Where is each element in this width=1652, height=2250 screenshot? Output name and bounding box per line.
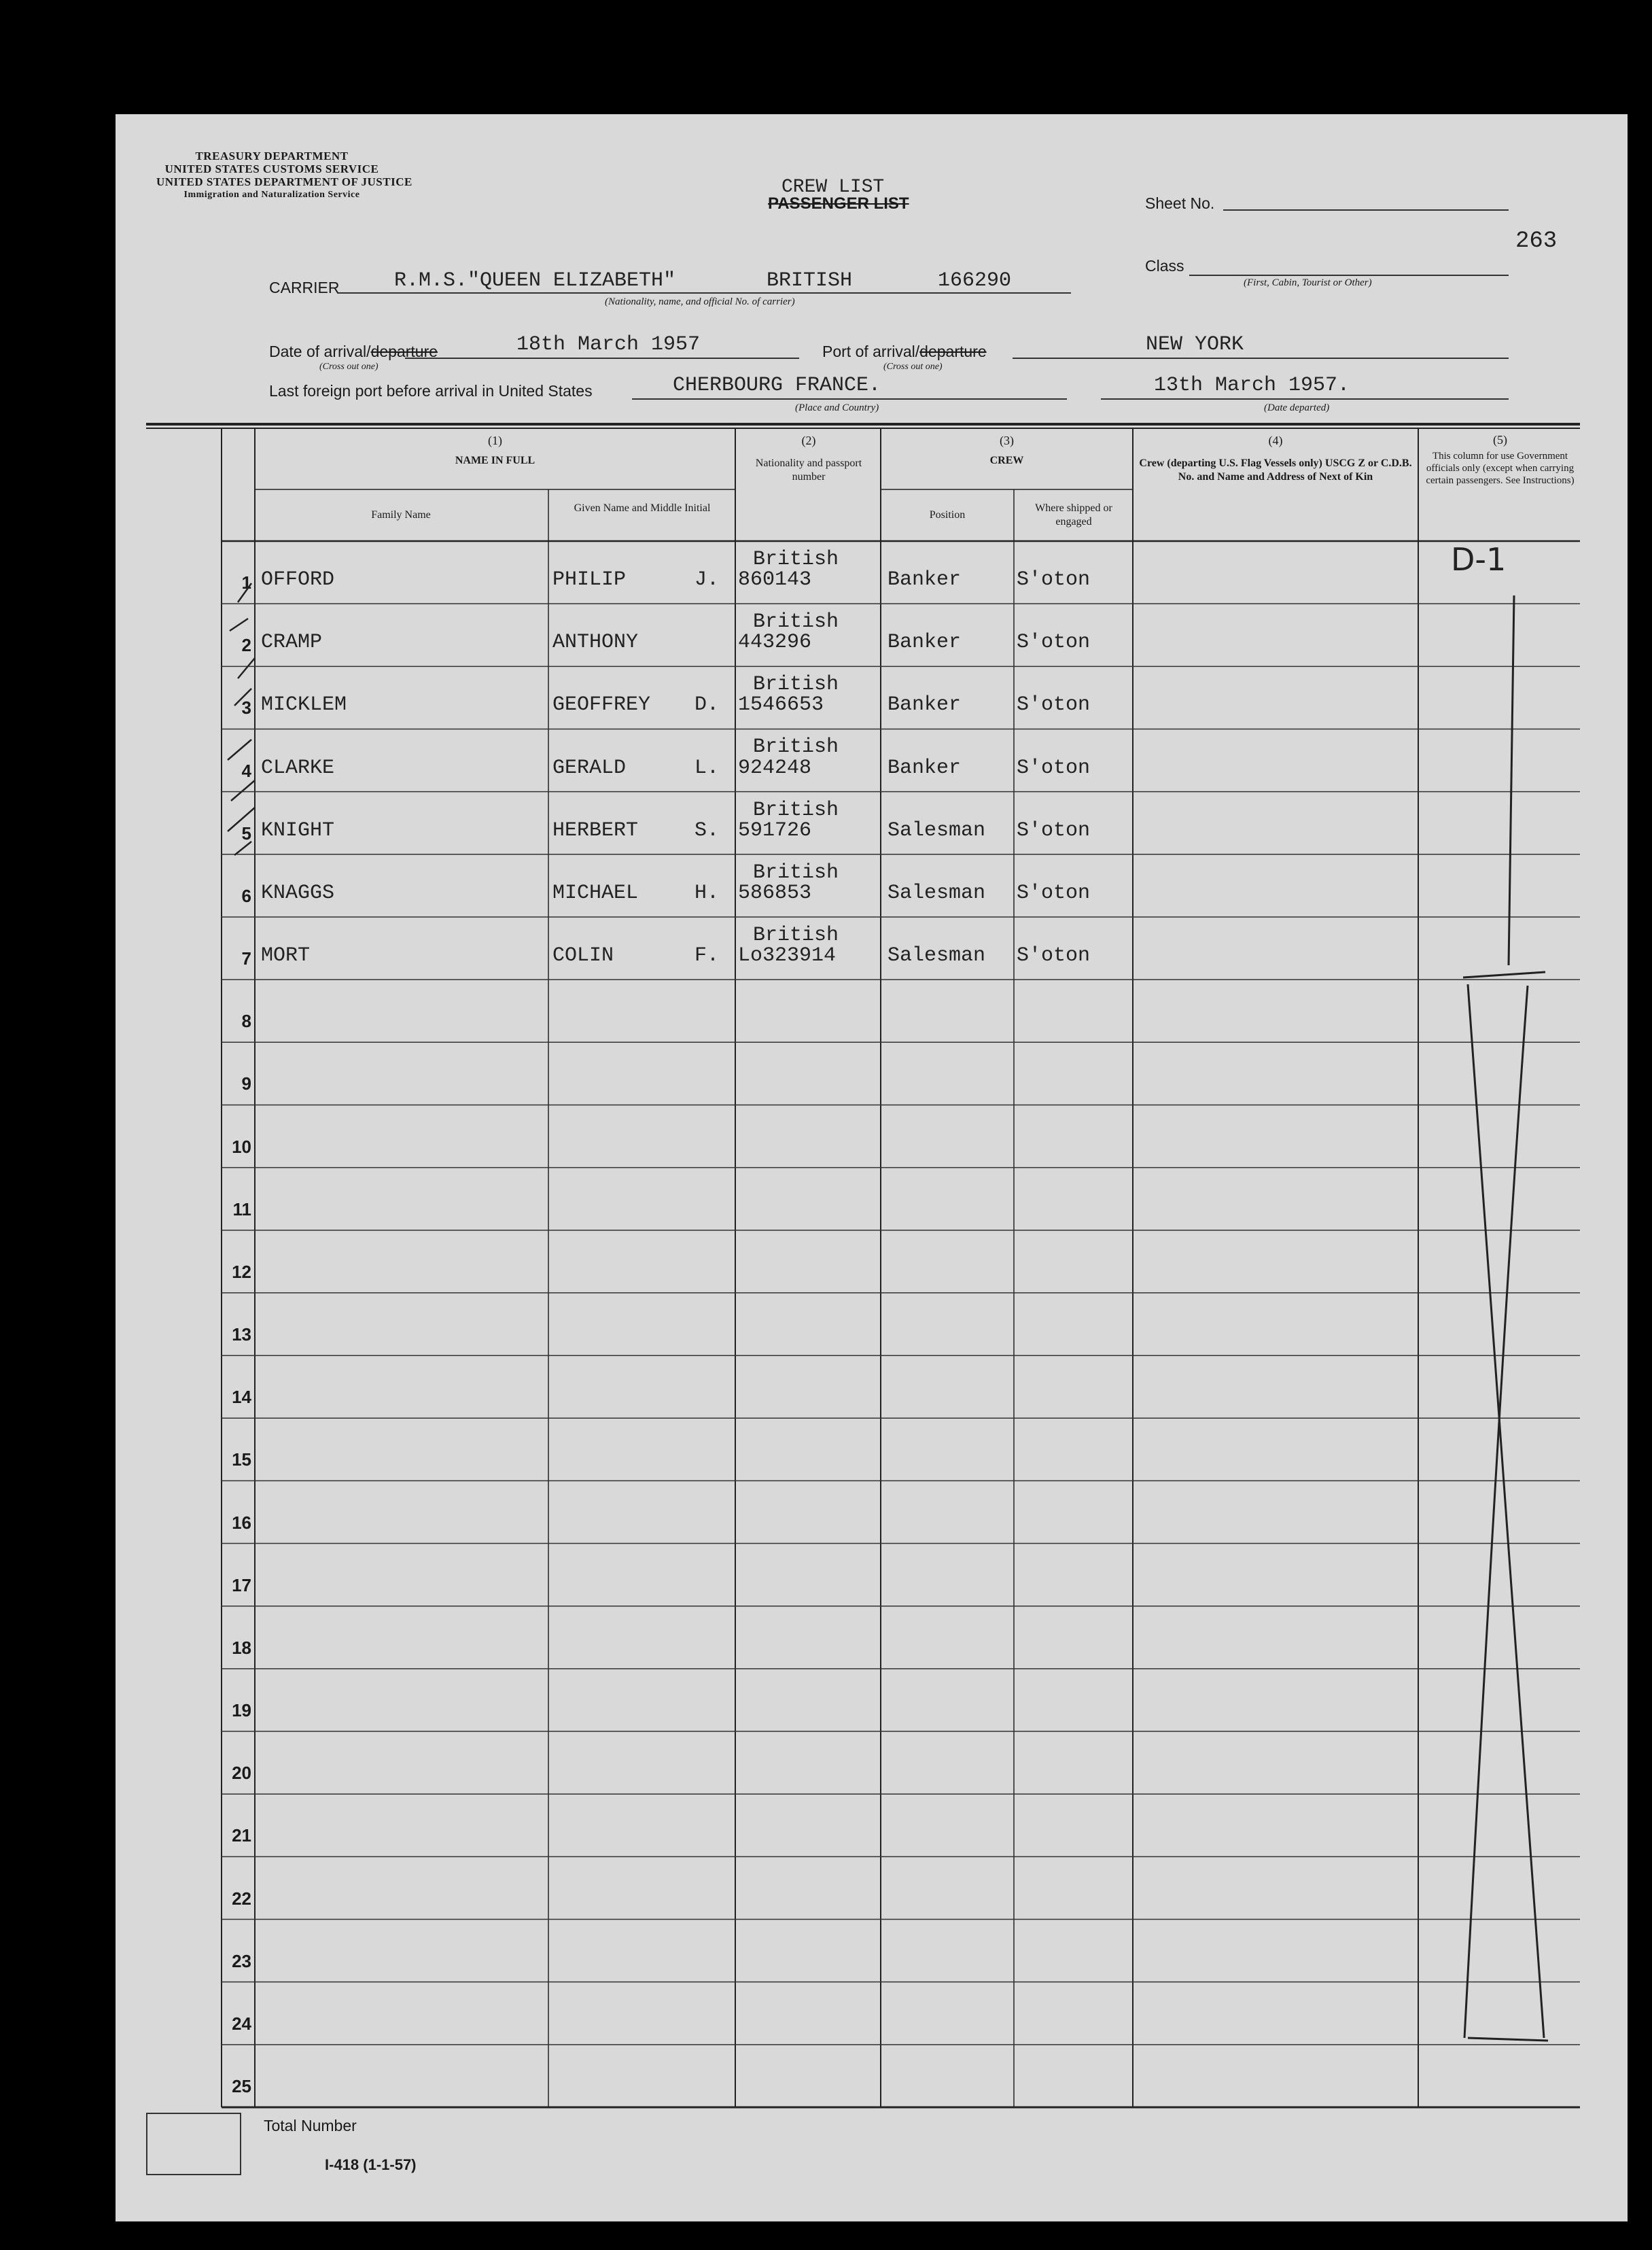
middle-initial-cell: H. [695,881,720,905]
middle-initial-cell: S. [695,818,720,842]
passport-cell: 1546653 [738,693,824,717]
row-number: 11 [232,1198,251,1219]
row-number: 24 [232,2013,251,2034]
row-number: 19 [232,1700,251,1721]
list-title: CREW LIST [781,177,885,198]
last-port-value: CHERBOURG FRANCE. [673,374,881,397]
given-name-cell: HERBERT [552,818,639,842]
family-name-cell: MICKLEM [261,693,347,717]
row-number: 17 [232,1574,251,1595]
col1-head: (1) NAME IN FULL [455,434,535,466]
date-departed-caption: (Date departed) [1264,402,1330,413]
shipped-cell: S'oton [1017,881,1091,905]
page-number: 263 [1515,228,1558,254]
handwritten-mark: D-1 [1451,541,1507,578]
row-number: 3 [241,697,251,719]
family-name-head: Family Name [371,509,431,521]
crew-head: (3) CREW [989,434,1024,466]
shipped-cell: S'oton [1017,568,1091,592]
middle-initial-cell: D. [695,693,720,717]
carrier-label: CARRIER [269,279,340,296]
total-number-label: Total Number [264,2117,357,2134]
dept-line-4: Immigration and Naturalization Service [183,190,360,200]
port-arrival-value: NEW YORK [1146,333,1244,356]
carrier-number: 166290 [938,269,1012,292]
row-number: 9 [241,1073,251,1094]
row-number: 1 [241,572,251,593]
passport-cell: 443296 [738,631,812,655]
shipped-cell: S'oton [1017,631,1091,655]
family-name-cell: KNIGHT [261,818,335,842]
row-number: 5 [241,823,251,844]
row-number: 21 [232,1825,251,1846]
row-number: 6 [241,885,251,906]
last-port-label: Last foreign port before arrival in United States [269,382,593,400]
shipped-head: Where shipped or engaged [1035,502,1112,527]
date-departed-value: 13th March 1957. [1154,374,1350,397]
family-name-cell: KNAGGS [261,881,335,905]
shipped-cell: S'oton [1017,944,1091,968]
row-number: 4 [241,760,251,781]
port-arrival-label: Port of arrival/departure [822,343,987,360]
row-number: 8 [241,1011,251,1032]
given-name-head: Given Name and Middle Initial [574,502,711,514]
middle-initial-cell: F. [695,944,720,968]
position-cell: Banker [887,568,962,592]
given-name-cell: GEOFFREY [552,693,651,717]
carrier-name: R.M.S."QUEEN ELIZABETH" [394,269,676,292]
class-label: Class [1145,257,1184,275]
row-number: 23 [232,1950,251,1971]
passport-cell: 860143 [738,568,812,592]
row-number: 25 [232,2076,251,2096]
shipped-cell: S'oton [1017,818,1091,842]
carrier-caption: (Nationality, name, and official No. of carrier) [605,296,795,307]
row-number: 13 [232,1324,251,1345]
row-number: 15 [232,1449,251,1470]
carrier-nationality: BRITISH [767,269,853,292]
passport-cell: Lo323914 [738,944,837,968]
position-cell: Salesman [887,944,986,968]
middle-initial-cell: L. [695,756,720,780]
col4-head: (4) Crew (departing U.S. Flag Vessels only) USCG Z or C.D.B. No. and Name and Address of Next of Kin [1139,434,1412,483]
class-caption: (First, Cabin, Tourist or Other) [1244,277,1372,288]
dept-line-3: UNITED STATES DEPARTMENT OF JUSTICE [156,175,412,188]
passport-cell: 586853 [738,881,812,905]
shipped-cell: S'oton [1017,756,1091,780]
position-cell: Banker [887,756,962,780]
family-name-cell: CLARKE [261,756,335,780]
list-title-struck: PASSENGER LIST [768,194,909,213]
row-number: 16 [232,1512,251,1533]
position-cell: Salesman [887,881,986,905]
row-number: 14 [232,1387,251,1408]
last-port-caption: (Place and Country) [795,402,879,413]
cross-caption-2: (Cross out one) [883,362,943,372]
form-number: I-418 (1-1-57) [325,2156,417,2173]
row-number: 20 [232,1763,251,1784]
row-number: 18 [232,1637,251,1658]
dept-line-2: UNITED STATES CUSTOMS SERVICE [164,162,379,175]
table-grid [116,114,1628,2221]
middle-initial-cell: J. [695,568,720,592]
col5-head: (5) This column for use Government officials only (except when carrying certain passengers. See Instructions) [1426,433,1575,486]
sheet-no-label: Sheet No. [1145,194,1215,212]
passport-cell: 924248 [738,756,812,780]
nationality-cell: British [753,861,839,884]
nationality-cell: British [753,673,839,697]
given-name-cell: PHILIP [552,568,627,592]
crew-list-sheet [116,114,1628,2221]
nationality-head: (2) Nationality and passport number [755,434,862,483]
nationality-cell: British [753,798,839,822]
family-name-cell: OFFORD [261,568,335,592]
nationality-cell: British [753,610,839,634]
date-arrival-value: 18th March 1957 [516,333,701,356]
row-number: 7 [241,948,251,969]
given-name-cell: COLIN [552,944,614,968]
date-arrival-label: Date of arrival/departure [269,343,438,360]
nationality-cell: British [753,735,839,759]
row-number: 2 [241,635,251,656]
row-number: 10 [232,1136,251,1157]
position-cell: Banker [887,631,962,655]
nationality-cell: British [753,923,839,947]
row-number: 22 [232,1888,251,1909]
nationality-cell: British [753,548,839,571]
position-cell: Banker [887,693,962,717]
position-cell: Salesman [887,818,986,842]
passport-cell: 591726 [738,818,812,842]
dept-line-1: TREASURY DEPARTMENT [195,150,349,162]
row-number: 12 [232,1261,251,1282]
family-name-cell: CRAMP [261,631,323,655]
given-name-cell: GERALD [552,756,627,780]
total-box [146,2113,241,2175]
position-head: Position [929,509,966,521]
given-name-cell: MICHAEL [552,881,639,905]
cross-caption-1: (Cross out one) [319,362,379,372]
given-name-cell: ANTHONY [552,631,639,655]
family-name-cell: MORT [261,944,311,968]
shipped-cell: S'oton [1017,693,1091,717]
